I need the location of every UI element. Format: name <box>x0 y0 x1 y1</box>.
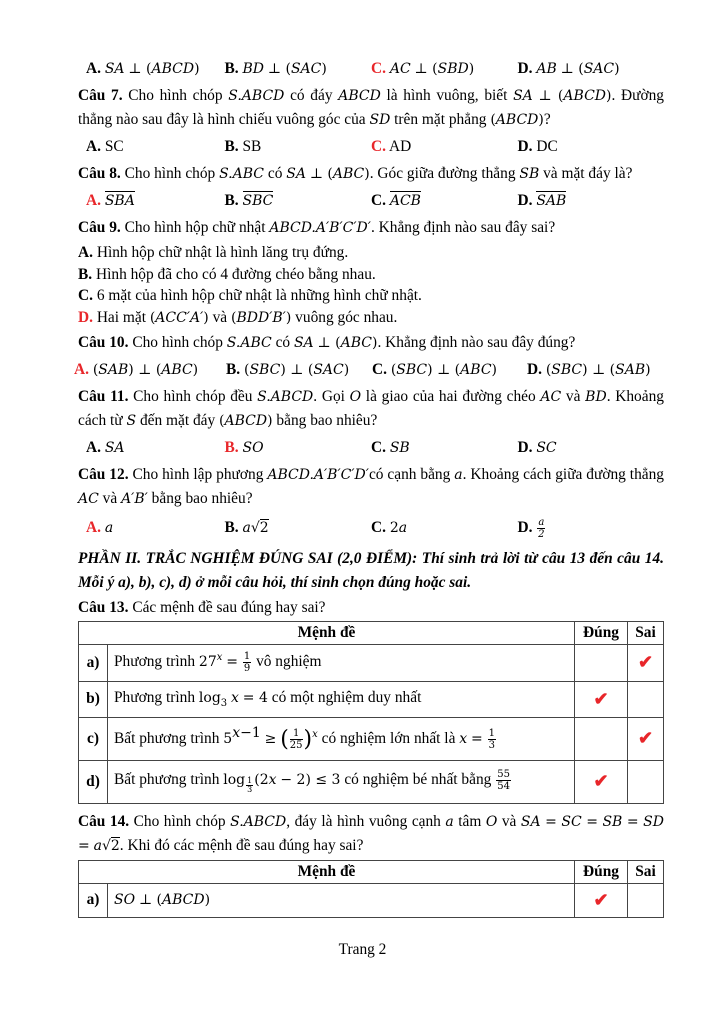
q8-option-c: C. ACB <box>371 192 421 209</box>
true-cell[interactable] <box>575 644 628 681</box>
false-header: Sai <box>628 860 664 883</box>
statement-a: SO ⊥ (ABCD) <box>108 883 575 917</box>
q11-option-c: C. SB <box>371 439 410 456</box>
true-cell[interactable] <box>575 883 628 917</box>
q8-options <box>78 188 664 214</box>
table-row: c) Bất phương trình $5^{x-1}$ ≥ ( $\frac{1}{25}$ )$^x$ có nghiệm lớn nhất là x = $\frac{1}{3}$ ✔ <box>79 717 664 760</box>
table-row: a) Phương trình 27$^x$ = $\frac{1}{9}$ vô nghiệm ✔ <box>79 644 664 681</box>
check-icon: ✔ <box>593 889 609 910</box>
true-cell[interactable] <box>575 760 628 803</box>
false-cell[interactable] <box>628 883 664 917</box>
q6-option-b: B. BD ⊥ (SAC) <box>224 60 327 77</box>
q12-option-c: C. 2a <box>371 519 408 536</box>
q8-option-b: B. SBC <box>224 192 274 209</box>
q11-options <box>78 435 664 461</box>
statement-header: Mệnh đề <box>79 621 575 644</box>
true-header: Đúng <box>575 860 628 883</box>
exam-page <box>74 56 665 918</box>
check-icon: ✔ <box>637 728 654 748</box>
table-row: a) SO ⊥ (ABCD) ✔ <box>79 883 664 917</box>
q12-options <box>78 513 664 543</box>
q11-option-a: A. SA <box>86 439 125 456</box>
false-header: Sai <box>628 621 664 644</box>
q6-option-c: C. AC ⊥ (SBD) <box>371 60 475 77</box>
q11-option-d: D. SC <box>517 439 557 456</box>
q10-option-d: D. (SBC) ⊥ (SAB) <box>527 361 651 378</box>
q12-option-d: D. $\frac{a}{2}$ <box>517 516 545 540</box>
check-icon: ✔ <box>637 652 654 672</box>
table-row: d) Bất phương trình log $_{\frac{1}{3}}$ (2x − 2) ≤ 3 có nghiệm bé nhất bằng $\frac{55}{54}$ ✔ <box>79 760 664 803</box>
q6-option-a: A. SA ⊥ (ABCD) <box>86 60 200 77</box>
statement-header: Mệnh đề <box>79 860 575 883</box>
q9-option-b: B. Hình hộp đã cho có 4 đường chéo bằng nhau. <box>78 265 376 283</box>
statement-b: Phương trình $\log_3 x = 4$ có một nghiệm duy nhất <box>108 681 575 717</box>
section-2-title: PHẦN II. TRẮC NGHIỆM ĐÚNG SAI (2,0 ĐIỂM): Thí sinh trả lời từ câu 13 đến câu 14. Mỗi ý a), b), c), d) ở mỗi câu hỏi, thí sinh chọn đúng hoặc sai. <box>78 550 664 591</box>
q7-option-c: C. AD <box>371 138 412 155</box>
q10-option-c: C. (SBC) ⊥ (ABC) <box>372 361 497 378</box>
q8-option-d: D. SAB <box>517 192 567 209</box>
q11-option-b: B. SO <box>224 439 264 456</box>
false-cell[interactable] <box>628 681 664 717</box>
true-cell[interactable] <box>575 681 628 717</box>
q10-option-a: A. (SAB) ⊥ (ABC) <box>74 361 199 378</box>
q12-option-b: B. a√2 <box>224 519 269 536</box>
q9-option-c: C. 6 mặt của hình hộp chữ nhật là những hình chữ nhật. <box>78 287 422 304</box>
statement-c: Bất phương trình $5^{x-1}$ ≥ ( $\frac{1}{25}$ )$^x$ có nghiệm lớn nhất là x = $\frac{1}{3}$ <box>108 717 575 760</box>
q8-option-a: A. SBA <box>86 192 135 209</box>
q10-stem: Câu 10. Cho hình chóp S.ABC có SA ⊥ (ABC). Khẳng định nào sau đây đúng? <box>78 334 576 351</box>
q7-option-b: B. SB <box>224 138 262 155</box>
q6-option-d: D. AB ⊥ (SAC) <box>517 60 620 77</box>
true-header: Đúng <box>575 621 628 644</box>
false-cell[interactable] <box>628 644 664 681</box>
q13-stem: Câu 13. Các mệnh đề sau đúng hay sai? <box>78 599 326 616</box>
statement-a: Phương trình 27$^x$ = $\frac{1}{9}$ vô nghiệm <box>108 644 575 681</box>
check-icon: ✔ <box>593 688 609 709</box>
q10-options <box>74 357 664 383</box>
true-cell[interactable] <box>575 717 628 760</box>
q12-option-a: A. a <box>86 519 114 536</box>
q7-option-d: D. DC <box>517 138 558 155</box>
q9-option-d: D. Hai mặt (ACC′A′) và (BDD′B′) vuông góc nhau. <box>78 308 398 326</box>
q7-option-a: A. SC <box>86 138 124 155</box>
q7-stem: Câu 7. Cho hình chóp S.ABCD có đáy ABCD là hình vuông, biết SA ⊥ (ABCD). Đường thẳng nào sau đây là hình chiếu vuông góc của SD trên mặt phẳng (ABCD)? <box>78 87 664 128</box>
q14-stem: Câu 14. Cho hình chóp S.ABCD, đáy là hình vuông cạnh a tâm O và SA = SC = SB = SD = a√2. Khi đó các mệnh đề sau đúng hay sai? <box>78 812 664 854</box>
table-row: b) Phương trình $\log_3 x = 4$ có một nghiệm duy nhất ✔ <box>79 681 664 717</box>
q14-table <box>78 860 664 918</box>
page-number: Trang 2 <box>338 941 387 958</box>
q7-options <box>78 134 664 160</box>
q6-options <box>78 56 664 82</box>
q9-option-a: A. Hình hộp chữ nhật là hình lăng trụ đứng. <box>78 244 349 261</box>
q10-option-b: B. (SBC) ⊥ (SAC) <box>226 361 350 378</box>
statement-d: Bất phương trình log $_{\frac{1}{3}}$ (2x − 2) ≤ 3 có nghiệm bé nhất bằng $\frac{55}{54}$ <box>108 760 575 803</box>
q9-stem: Câu 9. Cho hình hộp chữ nhật ABCD.A′B′C′D′. Khẳng định nào sau đây sai? <box>78 219 556 236</box>
check-icon: ✔ <box>593 771 609 791</box>
q11-stem: Câu 11. Cho hình chóp đều S.ABCD. Gọi O là giao của hai đường chéo AC và BD. Khoảng cách từ S đến mặt đáy (ABCD) bằng bao nhiêu? <box>78 388 664 429</box>
false-cell[interactable] <box>628 717 664 760</box>
false-cell[interactable] <box>628 760 664 803</box>
q8-stem: Câu 8. Cho hình chóp S.ABC có SA ⊥ (ABC). Góc giữa đường thẳng SB và mặt đáy là? <box>78 165 633 182</box>
q12-stem: Câu 12. Cho hình lập phương ABCD.A′B′C′D′có cạnh bằng a. Khoảng cách giữa đường thẳng AC và A′B′ bằng bao nhiêu? <box>78 466 665 507</box>
q13-table <box>78 621 664 804</box>
